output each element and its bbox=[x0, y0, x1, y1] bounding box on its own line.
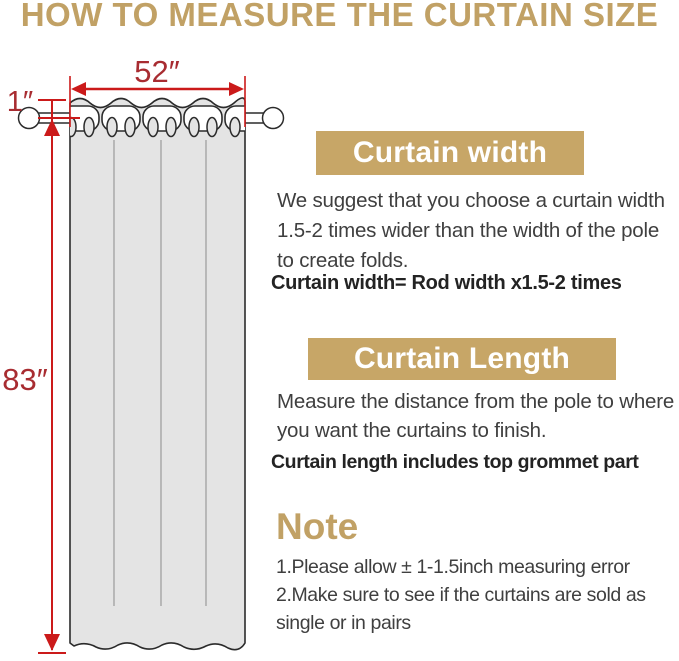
grommet-dimension-label: 1″ bbox=[6, 86, 34, 118]
note-heading: Note bbox=[276, 506, 359, 547]
curtain-length-heading: Curtain Length bbox=[308, 338, 616, 380]
grommet-loop bbox=[166, 118, 176, 137]
note-list bbox=[276, 553, 678, 637]
arrowhead-right-icon bbox=[229, 82, 244, 96]
note-item: 1.Please allow ± 1-1.5inch measuring error bbox=[276, 556, 630, 578]
arrowhead-left-icon bbox=[71, 82, 86, 96]
grommet-loop bbox=[207, 118, 217, 137]
curtain-width-heading: Curtain width bbox=[316, 131, 584, 175]
page-title: HOW TO MEASURE THE CURTAIN SIZE bbox=[20, 0, 659, 33]
curtain-width-formula: Curtain width= Rod width x1.5-2 times bbox=[271, 272, 622, 294]
curtain-length-formula: Curtain length includes top grommet part bbox=[271, 451, 639, 473]
length-dimension-label: 83″ bbox=[2, 362, 48, 397]
grommet-loop bbox=[107, 118, 117, 137]
grommet-loop bbox=[230, 118, 240, 137]
arrowhead-down-icon bbox=[44, 634, 60, 651]
curtain-width-body: We suggest that you choose a curtain width 1.5-2 times wider than the width of the pole to create folds. bbox=[277, 189, 665, 272]
grommet-loop bbox=[148, 118, 158, 137]
width-dimension-label: 52″ bbox=[134, 54, 180, 89]
curtain-measurement-diagram bbox=[0, 0, 300, 661]
curtain-length-body: Measure the distance from the pole to where you want the curtains to finish. bbox=[277, 390, 675, 442]
note-item: 2.Make sure to see if the curtains are sold as single or in pairs bbox=[276, 584, 646, 634]
grommet-loop bbox=[125, 118, 135, 137]
curtain-panel bbox=[70, 98, 245, 650]
grommet-loop bbox=[84, 118, 94, 137]
rod-finial-right bbox=[263, 108, 284, 129]
grommet-loop bbox=[189, 118, 199, 137]
